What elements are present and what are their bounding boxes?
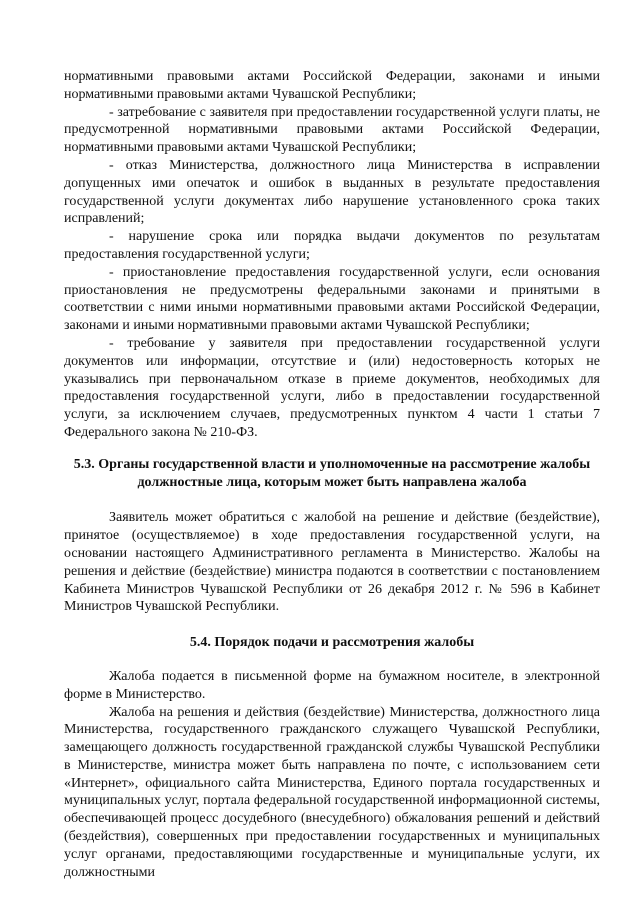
section-5-4-paragraph-channels: Жалоба на решения и действия (бездействие) Министерства, должностного лица Министерства, государственного гражданского служащего Чувашской Республики, замещающего должность государственной гражданской службы Чувашской Республики в Министерстве, министра может быть направлена по почте, с использованием сети «Интернет», официального сайта Министерства, Единого портала государственных и муниципальных услуг, портала федеральной государственной информационной системы, обеспечивающей процесс досудебного (внесудебного) обжалования решений и действий (бездействия), совершенных при предоставлении государственных и муниципальных услуг органами, предоставляющими государственные и муниципальные услуги, их должностными (64, 704, 600, 880)
list-item-refusal-correction: - отказ Министерства, должностного лица Министерства в исправлении допущенных ими опечаток и ошибок в выданных в результате предоставления государственной услуги документах либо нарушение установленного срока таких исправлений; (64, 157, 600, 227)
section-5-3-paragraph: Заявитель может обратиться с жалобой на решение и действие (бездействие), принятое (осуществляемое) в ходе предоставления государственной услуги, на основании настоящего Административного регламента в Министерство. Жалобы на решения и действие (бездействие) министра подаются в соответствии с постановлением Кабинета Министров Чувашской Республики от 26 декабря 2012 г. № 596 в Кабинет Министров Чувашской Республики. (64, 510, 600, 615)
section-5-3-heading: 5.3. Органы государственной власти и уполномоченные на рассмотрение жалобы должностные лица, которым может быть направлена жалоба (73, 456, 591, 490)
list-item-issue-deadline: - нарушение срока или порядка выдачи документов по результатам предоставления государственной услуги; (64, 229, 600, 262)
list-item-fee-demand: - затребование с заявителя при предоставлении государственной услуги платы, не предусмотренной нормативными правовыми актами Российской Федерации, нормативными правовыми актами Чувашской Республики; (64, 104, 600, 156)
document-body (64, 68, 600, 881)
section-5-4-paragraph-form: Жалоба подается в письменной форме на бумажном носителе, в электронной форме в Министерство. (64, 668, 600, 702)
list-item-suspension: - приостановление предоставления государственной услуги, если основания приостановления не предусмотрены федеральными законами и принятыми в соответствии с ними иными нормативными правовыми актами Российской Федерации, законами и иными нормативными правовыми актами Чувашской Республики; (64, 264, 600, 334)
section-5-4-heading: 5.4. Порядок подачи и рассмотрения жалобы (189, 635, 475, 651)
continuation-paragraph: нормативными правовыми актами Российской Федерации, законами и иными нормативными правовыми актами Чувашской Республики; (64, 69, 600, 102)
list-item-document-demand: - требование у заявителя при предоставлении государственной услуги документов или информации, отсутствие и (или) недостоверность которых не указывались при первоначальном отказе в приеме документов, необходимых для предоставления государственной услуги, либо в предоставлении государственной услуги, за исключением случаев, предусмотренных пунктом 4 части 1 статьи 7 Федерального закона № 210-ФЗ. (64, 335, 600, 440)
